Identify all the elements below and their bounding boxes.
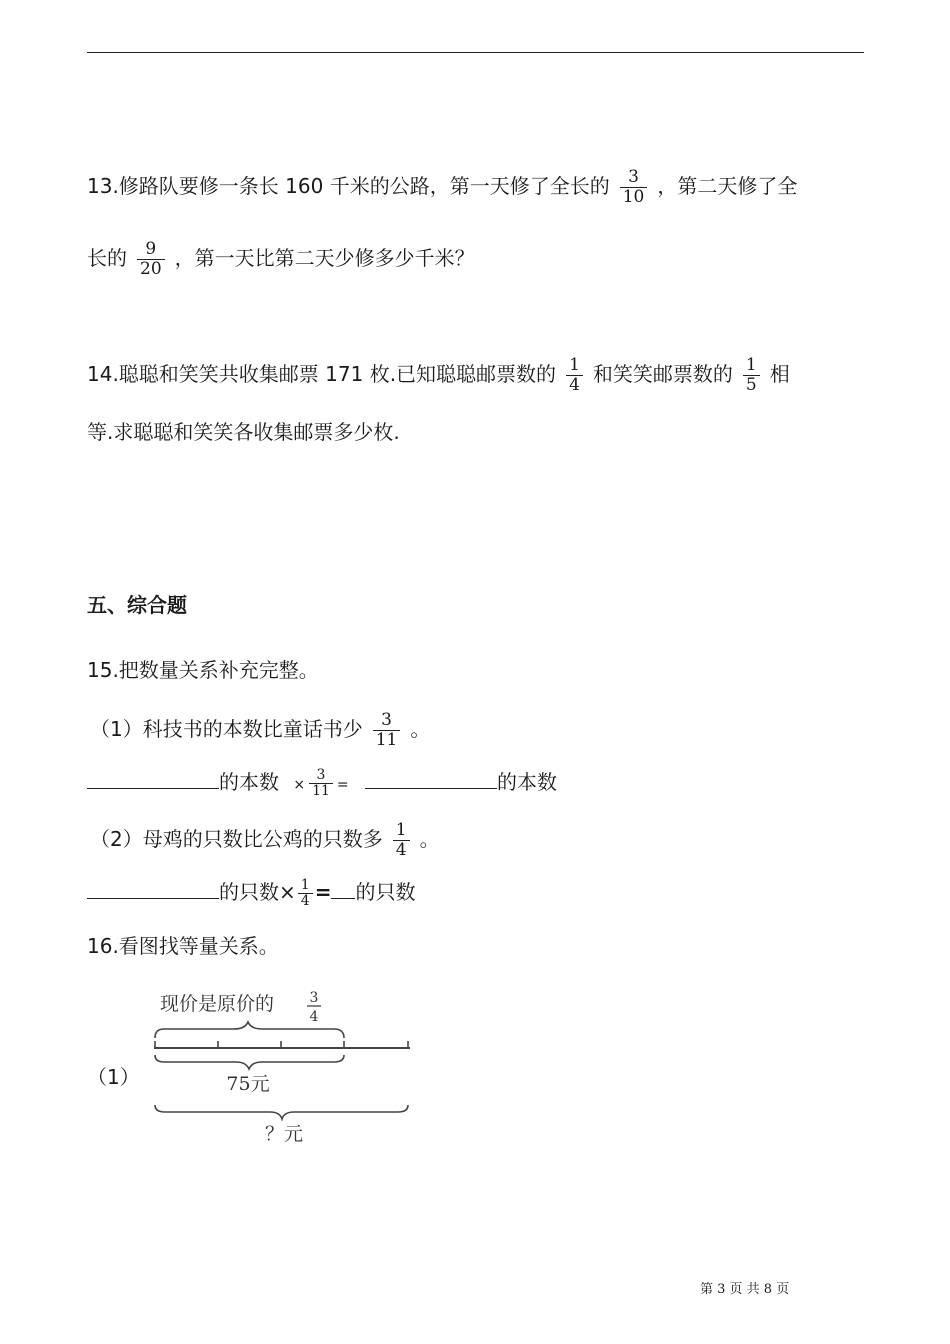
q13-fraction-2: $\frac{9}{20}$ <box>137 240 165 279</box>
answer-blank[interactable] <box>365 766 497 789</box>
q13-text-3: 长的 <box>87 246 127 270</box>
q15-sub2-end: 。 <box>419 827 440 851</box>
q14-fraction-1: $\frac{1}{4}$ <box>566 356 583 395</box>
diagram-fraction-numerator: 3 <box>309 990 319 1006</box>
q13-text-2: ，第二天修了全 <box>657 174 798 198</box>
q15-sub1-text: （1）科技书的本数比童话书少 <box>90 717 363 741</box>
q13-text-4: ，第一天比第二天少修多少千米？ <box>174 246 475 270</box>
q15-row1 <box>87 766 557 800</box>
q15-sub1-end: 。 <box>410 717 431 741</box>
q15-sub1 <box>90 711 430 750</box>
q15-sub2 <box>90 821 440 860</box>
header-rule <box>87 52 864 53</box>
q16-title: 16.看图找等量关系。 <box>87 934 279 958</box>
q14-line2 <box>87 417 400 447</box>
section-title: 五、综合题 <box>87 593 187 617</box>
q15-row2-text-2: 的只数 <box>355 880 416 904</box>
page-footer: 第 3 页 共 8 页 <box>700 1282 790 1297</box>
q16-item-label: （1） <box>87 1065 140 1089</box>
diagram-middle-brace <box>155 1055 344 1069</box>
q14-fraction-2: $\frac{1}{5}$ <box>743 356 760 395</box>
q14-text-1: 14.聪聪和笑笑共收集邮票 171 枚.已知聪聪邮票数的 <box>87 362 557 386</box>
diagram-top-text: 现价是原价的 <box>160 993 275 1015</box>
q15-title: 15.把数量关系补充完整。 <box>87 658 319 682</box>
q15-row2-fraction: $\frac{1}{4}$ <box>298 878 313 909</box>
answer-blank[interactable] <box>87 766 219 789</box>
q15-sub2-text: （2）母鸡的只数比公鸡的只数多 <box>90 827 383 851</box>
q15-row1-text-1: 的本数 <box>219 770 279 794</box>
q13-line2 <box>87 240 475 279</box>
q14-text-4: 等.求聪聪和笑笑各收集邮票多少枚. <box>87 420 400 444</box>
q15-row1-fraction: $\frac{3}{11}$ <box>309 768 333 799</box>
q14-text-3: 相 <box>769 362 790 386</box>
q15-sub1-fraction: $\frac{3}{11}$ <box>373 711 401 750</box>
diagram-bottom-brace <box>155 1105 408 1119</box>
diagram-fraction-denominator: 4 <box>309 1009 319 1025</box>
answer-blank[interactable] <box>331 876 355 899</box>
equals-sign: = <box>336 777 349 793</box>
q14-line1 <box>87 356 790 395</box>
q16-line-diagram <box>148 980 418 1150</box>
q13-line1 <box>87 168 797 207</box>
q13-fraction-1: $\frac{3}{10}$ <box>620 168 648 207</box>
q15-sub2-fraction: $\frac{1}{4}$ <box>393 821 410 860</box>
answer-blank[interactable] <box>87 876 219 899</box>
diagram-bottom-text: ？元 <box>264 1123 304 1145</box>
diagram-mid-text: 75元 <box>226 1073 270 1095</box>
q13-text-1: 13.修路队要修一条长 160 千米的公路，第一天修了全长的 <box>87 174 610 198</box>
q14-text-2: 和笑笑邮票数的 <box>592 362 733 386</box>
equals-sign: = <box>314 880 332 904</box>
multiply-sign: × <box>293 777 306 793</box>
q15-row2-text-1: 的只数× <box>219 880 296 904</box>
q15-row1-text-2: 的本数 <box>497 770 558 794</box>
q15-row2 <box>87 876 415 909</box>
